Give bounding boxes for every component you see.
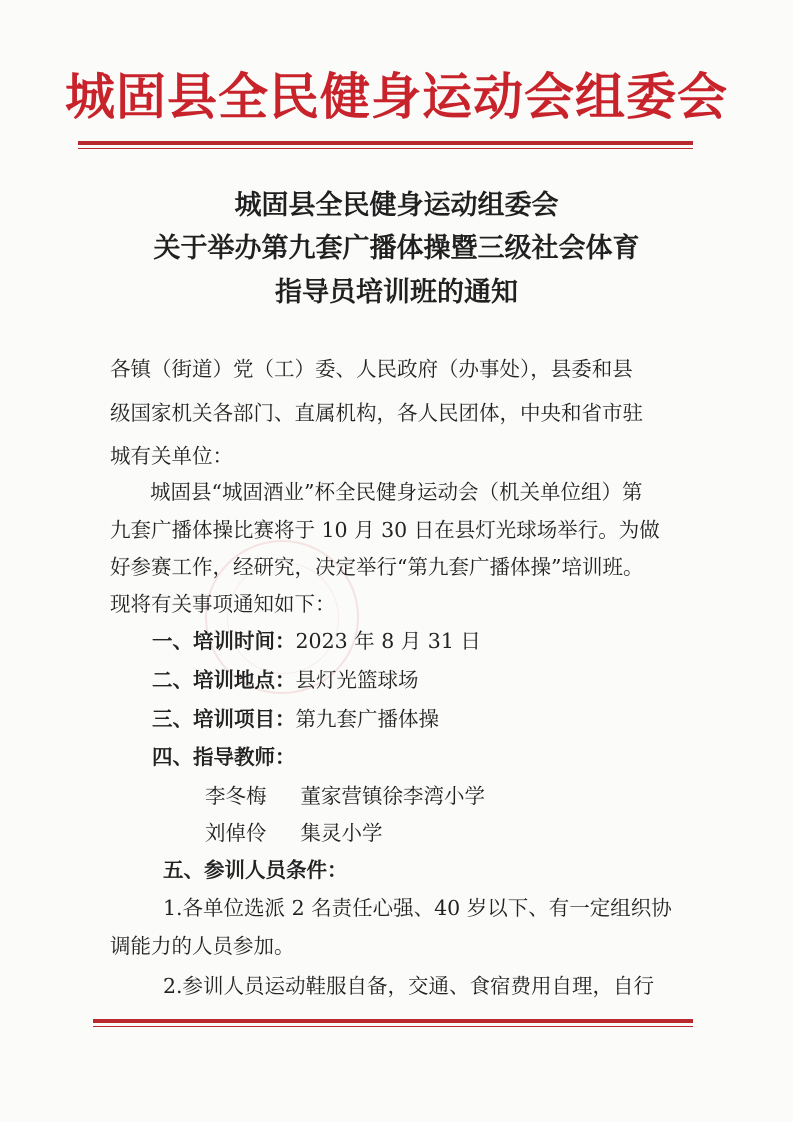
training-time-value: 2023 年 8 月 31 日 xyxy=(295,629,481,653)
item-conditions xyxy=(163,855,743,885)
title-line-3: 指导员培训班的通知 xyxy=(275,277,518,308)
salutation-line-2: 级国家机关各部门、直属机构，各人民团体，中央和省市驻 xyxy=(110,401,643,425)
conditions-label: 五、参训人员条件： xyxy=(163,858,348,882)
teacher-row xyxy=(205,781,785,811)
training-project-label: 三、培训项目： xyxy=(152,707,296,731)
intro-line-3: 好参赛工作，经研究，决定举行“第九套广播体操”培训班。 xyxy=(110,555,644,579)
teacher-name: 刘倬伶 xyxy=(205,821,267,845)
training-time-label: 一、培训时间： xyxy=(152,629,296,653)
item-training-project xyxy=(152,704,732,734)
teacher-unit: 董家营镇徐李湾小学 xyxy=(300,784,485,808)
masthead: 城固县全民健身运动会组委会 xyxy=(65,67,728,126)
training-place-value: 县灯光篮球场 xyxy=(295,668,419,692)
item-training-time xyxy=(152,626,732,656)
teacher-name: 李冬梅 xyxy=(205,784,267,808)
intro-line-2: 九套广播体操比赛将于 10 月 30 日在县灯光球场举行。为做 xyxy=(110,518,660,542)
item-teachers xyxy=(152,742,732,772)
footer-rule-thick xyxy=(93,1019,693,1023)
condition-1-line-1: 1.各单位选派 2 名责任心强、40 岁以下、有一定组织协 xyxy=(163,896,672,920)
teachers-label: 四、指导教师： xyxy=(152,745,296,769)
intro-line-1: 城固县“城固酒业”杯全民健身运动会（机关单位组）第 xyxy=(150,480,643,504)
item-training-place xyxy=(152,665,732,695)
salutation-line-3: 城有关单位： xyxy=(110,444,233,468)
intro-line-4: 现将有关事项通知如下： xyxy=(110,592,336,616)
title-line-2: 关于举办第九套广播体操暨三级社会体育 xyxy=(153,233,640,264)
training-place-label: 二、培训地点： xyxy=(152,668,296,692)
title-line-1: 城固县全民健身运动组委会 xyxy=(234,190,559,221)
training-project-value: 第九套广播体操 xyxy=(295,707,439,731)
teacher-unit: 集灵小学 xyxy=(300,821,383,845)
salutation-line-1: 各镇（街道）党（工）委、人民政府（办事处），县委和县 xyxy=(110,357,633,381)
teacher-row xyxy=(205,818,785,848)
masthead-rule-thick xyxy=(78,141,693,145)
condition-1-line-2: 调能力的人员参加。 xyxy=(110,934,295,958)
footer-rule-thin xyxy=(93,1026,693,1027)
condition-2-line-1: 2.参训人员运动鞋服自备，交通、食宿费用自理，自行 xyxy=(163,974,655,998)
masthead-rule-thin xyxy=(78,148,693,149)
